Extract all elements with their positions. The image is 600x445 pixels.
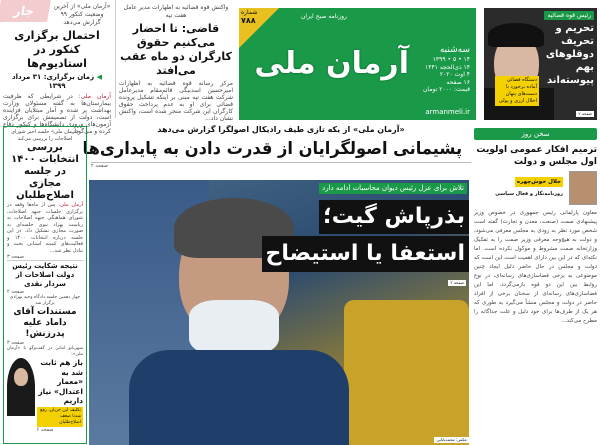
portrait-frame: [8, 358, 36, 416]
headline-damad[interactable]: مستندات آقای داماد علیه پدرزنش!: [14, 307, 78, 339]
story-konkur[interactable]: [4, 3, 112, 135]
author-role: روزنامه‌نگار و فعال سیاسی: [496, 191, 564, 197]
kicker: «آرمان ملی» از آخرین وضعیت کنکور ۹۹ گزارش می‌دهد: [54, 3, 112, 26]
kicker: چهار دهمین جلسه دادگاه وحید بهزادی برگزار شد: [10, 295, 82, 306]
date-solar: ۱۴ • ۵ • ۱۳۹۹: [433, 56, 471, 63]
left-column: [4, 126, 88, 444]
issue-value: ۷۸۸: [242, 16, 257, 25]
masthead: [240, 8, 477, 120]
body: معاون پارلمانی رئیس جمهوری در خصوص وزیر پیشنهادی صمت (صنعت، معدن و تجارت) گفته است شخص مورد نظر به زودی به مجلس معرفی می‌شود، و دولت به هیچ‌وجه معرفی وزیر صمت را به تفکیک وزارتخانه صمت مشروط و موکول نکرده است. اما نکته‌ای که در این بین دارای اهمیت است این است که دولت و مجلس در حال حاضر دلیل ایجاد چنین موضوعی به برخی فضاسازی‌های رسانه‌ای، در نوع روابط بین این دو قوه بازمی‌گردد. اما این فضاسازی‌های رسانه‌ای از سخنان برخی از افراد حاضر در دولت و مجلس منشأ می‌گیرد به طوری که هر یک از طرف‌ها برای خود دلیل و علت جداگانه را مطرح می‌کند...: [475, 210, 598, 324]
headline-etedal[interactable]: باز هم ثابت شد به «معمار اعتدال» نیاز داریم: [39, 358, 84, 405]
lead-story[interactable]: [83, 124, 472, 169]
suit: [130, 350, 350, 445]
date-gregorian: ۴ اوت ۲۰۲۰: [440, 71, 471, 78]
price: قیمت: ۲۰۰۰ تومان: [424, 86, 471, 93]
body: در شرایطی که ظرفیت بیمارستان‌ها به گفته مسئولان وزارت بهداشت پر شده و آمار مبتلایان فزاینده است، دولت از تصمیمش برای برگزاری آزمون‌های ورودی دانشگاه‌ها و کنکور دفاع کرده و می‌گوید...: [4, 93, 112, 135]
website[interactable]: armanmeli.ir: [426, 108, 471, 116]
kicker: «آرمان ملی» جلسه اخیر شورای اصلاحات را بررسی می‌کند: [12, 129, 80, 142]
mask: [190, 300, 280, 355]
divider: [116, 0, 117, 118]
editorial: [475, 128, 598, 445]
headline-elections[interactable]: بررسی انتخابات ۱۴۰۰ در جلسه مجازی اصلاح‌طلبان: [12, 142, 80, 201]
section-header: سخن روز: [475, 128, 598, 140]
day: سه‌شنبه: [440, 45, 471, 55]
page-ref: صفحه ۲: [8, 289, 25, 295]
page-ref: صفحه ۲: [451, 280, 465, 285]
headline[interactable]: ترمیم افکار عمومی اولویت اول مجلس و دولت: [477, 145, 598, 167]
photo-headline-1[interactable]: بذرپاش گیت؛: [320, 200, 470, 234]
headline[interactable]: احتمال برگزاری کنکور در استادیوم‌ها: [15, 29, 101, 70]
lead-photo: [90, 180, 470, 445]
page-ref: صفحه ۳: [8, 254, 25, 260]
yellow-note: دستگاه قضائی آماده برخورد با دست‌های پنهان اخلال ارزی و پولی: [496, 76, 540, 106]
headline[interactable]: پشیمانی اصولگرایان از قدرت دادن به پایداری‌ها: [83, 139, 464, 159]
raisi-box[interactable]: [485, 8, 598, 120]
story-judge[interactable]: [120, 4, 234, 122]
page-ref: صفحه ۶: [37, 426, 55, 433]
bullet-icon: ◀: [97, 73, 103, 81]
headline-complaint[interactable]: نتیجه شکایت رئیس دولت اصلاحات از سردار نقدی: [8, 260, 84, 289]
date-lunar: ۱۴ ذی‌الحجه ۱۴۴۱: [426, 63, 471, 71]
photo-credit: عکس: محمدبابایی: [437, 437, 468, 442]
chair: [345, 300, 470, 445]
kicker: واکنش قوه قضائیه به اظهارات مدیر عامل هفت تپه: [124, 4, 230, 19]
page-ref: صفحه ۳: [8, 340, 25, 346]
tagline: روزنامه صبح ایران: [302, 13, 348, 20]
logo: آرمان ملی: [255, 46, 410, 81]
section-badge: جار: [0, 0, 52, 22]
portrait: [8, 358, 36, 416]
page-ref: صفحه ۲: [92, 162, 472, 169]
author-photo: [570, 171, 598, 205]
photo-tag: تلاش برای عزل رئیس دیوان محاسبات ادامه دارد: [320, 183, 468, 194]
pages: ۱۶ صفحه: [447, 78, 471, 86]
body: مرکز رسانه قوه قضائیه به اظهارات امیرحسین اسدبیگی قائم‌مقام مدیرعامل شرکت هفت تپه مبنی بر اینکه تشکیل پرونده قضائی برای او به عدم پرداخت حقوق کارگران این شرکت منجر شده است، واکنش نشان داد...: [120, 80, 234, 122]
lead: آرمان ملی:: [79, 93, 112, 100]
kicker: «آرمان ملی» از یکه تازی طیف رادیکال اصولگرا گزارش می‌دهد: [158, 125, 406, 134]
headline[interactable]: تحریم و تحریف دوقلوهای بهم پیوسته‌اند: [546, 23, 595, 86]
yellow-note: تکلیف این جریان، رفع شدنا ضعف اصلاح‌طلبان: [38, 407, 84, 427]
page-ref: صفحه ۲: [579, 111, 593, 116]
kicker: شهربانو امانی در گفت‌وگو با «آرمان ملی»:: [8, 346, 84, 357]
face: [15, 368, 29, 386]
body: پس از ماه‌ها وقفه در برگزاری جلسات جبهه اصلاحات، شورای هماهنگی جبهه اصلاحات به ریاست بهزاد نبوی جلسه‌ای به صورت مجازی تشکیل داد. در این جلسه درباره انتخابات ۱۴۰۰ و فعالیت‌های کمیته استانی بحث و تبادل نظر شد...: [8, 202, 84, 254]
photo-headline-2[interactable]: استعفا یا استیضاح: [263, 236, 470, 272]
subheadline: زمان برگزاری: ۳۱ مرداد ۱۳۹۹: [13, 73, 96, 90]
tag: رئیس قوه قضائیه: [545, 11, 595, 20]
issue-label: شماره: [242, 9, 259, 16]
headline[interactable]: قاضی: تا احضار می‌کنیم حقوق کارگران دو ماه عقب می‌افتد: [121, 22, 233, 77]
author: جلال خوش‌چهره: [517, 179, 562, 185]
issue-number: [242, 9, 266, 26]
lead: آرمان ملی:: [59, 202, 84, 208]
